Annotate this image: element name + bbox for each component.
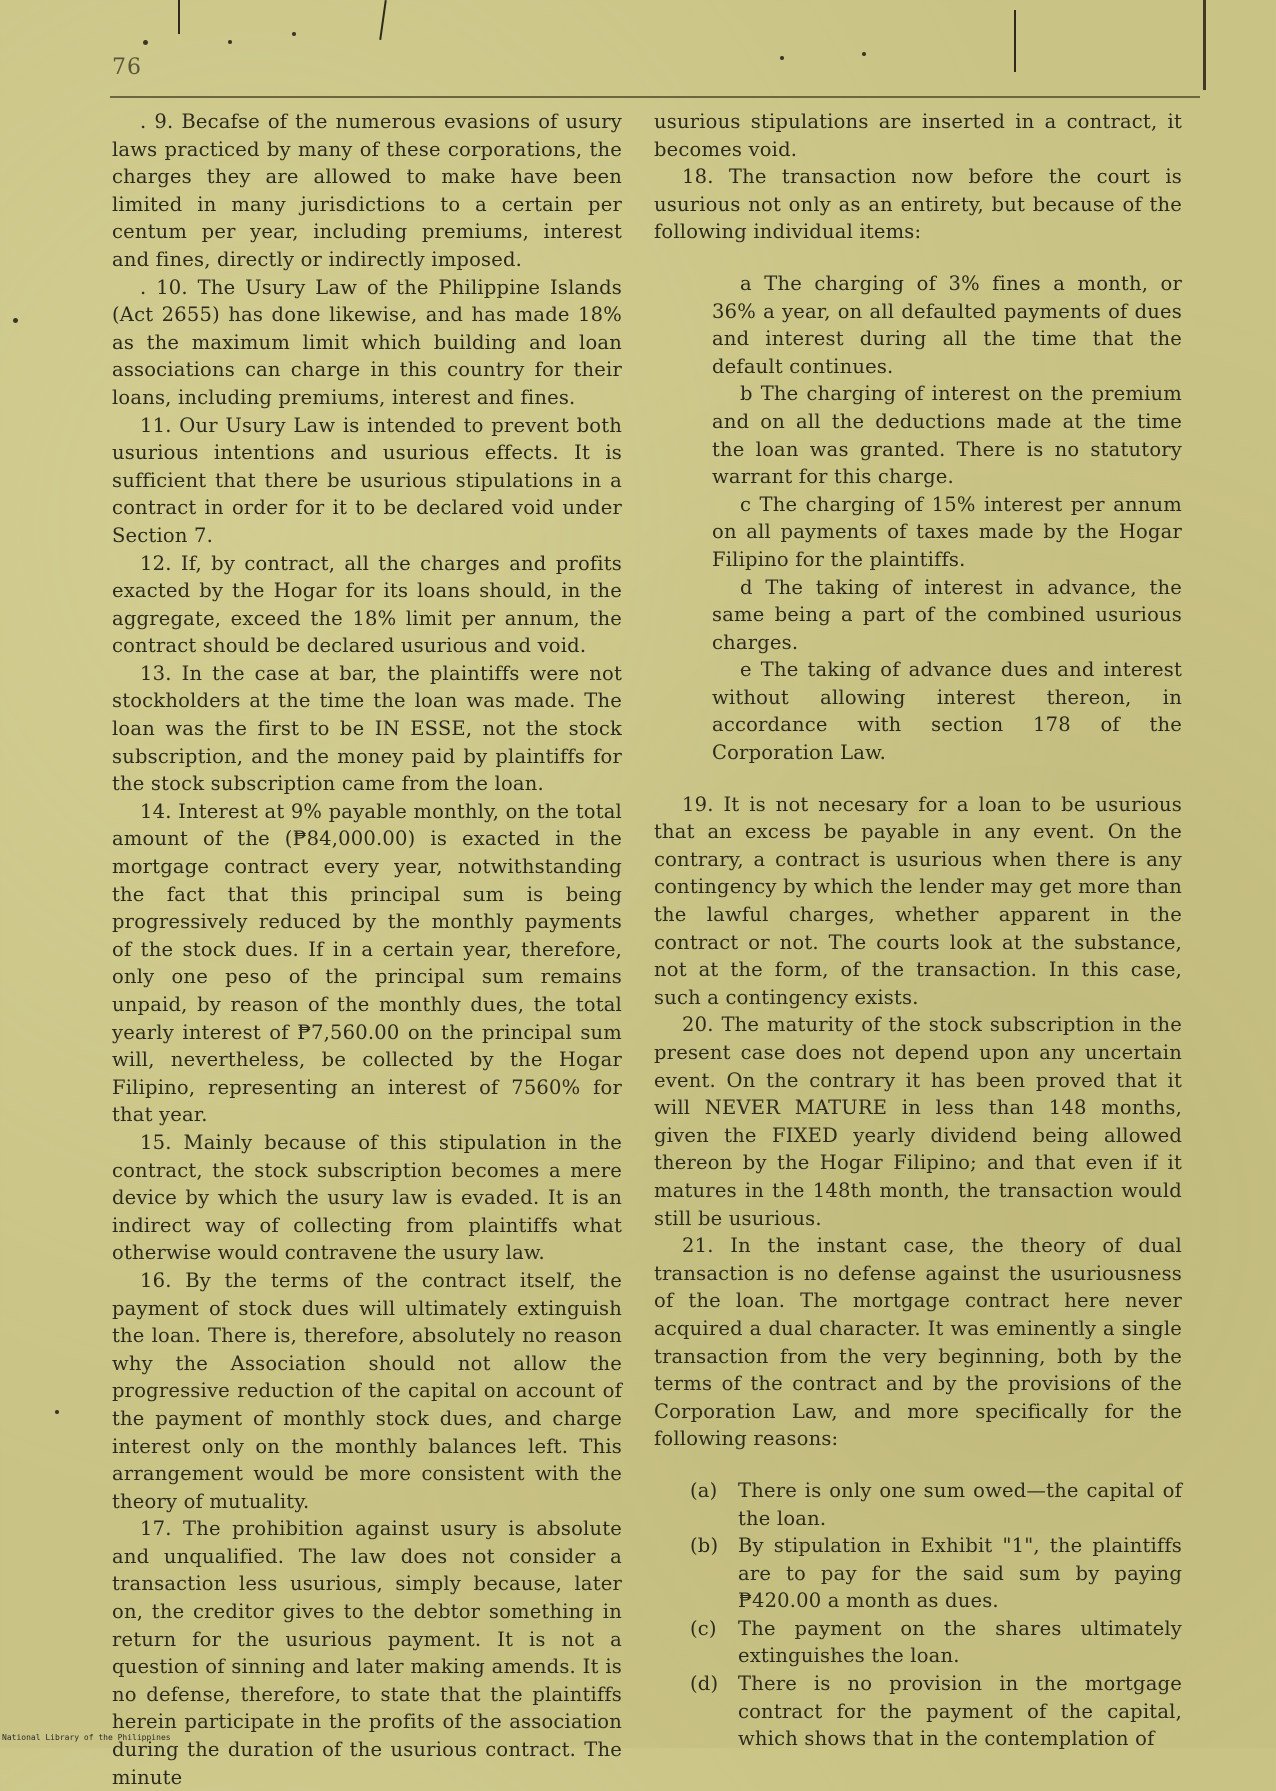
- paragraph-12: 12. If, by contract, all the charges and profits exacted by the Hogar for its loans should, in the aggregate, exceed the 18% limit per annum, the contract should be declared usurious and void.: [112, 551, 622, 658]
- ink-speck: [780, 56, 784, 60]
- reason-a: (a) There is only one sum owed—the capital of the loan.: [690, 1478, 1182, 1530]
- paragraph-16: 16. By the terms of the contract itself, the payment of stock dues will ultimately extinguish the loan. There is, therefore, absolutely no reason why the Association should not allow the progressive reduction of the capital on account of the payment of monthly stock dues, and charge interest only on the monthly balances left. This arrangement would be more consistent with the theory of mutuality.: [112, 1268, 622, 1513]
- item-c: c The charging of 15% interest per annum on all payments of taxes made by the Hogar Filipino for the plaintiffs.: [712, 492, 1182, 571]
- page-number: 76: [112, 55, 142, 80]
- paragraph-14: 14. Interest at 9% payable monthly, on the total amount of the (₱84,000.00) is exacted in the mortgage contract every year, notwithstanding the fact that this principal sum is being progressively reduced by the monthly payments of the stock dues. If in a certain year, therefore, only one peso of the principal sum remains unpaid, by reason of the monthly dues, the total yearly interest of ₱7,560.00 on the principal sum will, nevertheless, be collected by the Hogar Filipino, representing an interest of 7560% for that year.: [112, 799, 622, 1127]
- item-e: e The taking of advance dues and interest without allowing interest thereon, in accordance with section 178 of the Corporation Law.: [712, 658, 1183, 765]
- ink-speck: [228, 40, 232, 44]
- ink-speck: [55, 1410, 59, 1414]
- reason-b: (b) By stipulation in Exhibit "1", the plaintiffs are to pay for the said sum by paying ₱420.00 a month as dues.: [690, 1534, 1182, 1613]
- ink-speck: [13, 318, 18, 323]
- paragraph-15: 15. Mainly because of this stipulation in the contract, the stock subscription becomes a mere device by which the usury law is evaded. It is an indirect way of collecting from plaintiffs what otherwise would contravene the usury law.: [112, 1130, 623, 1265]
- item-b: b The charging of interest on the premium and on all the deductions made at the time the loan was granted. There is no statutory warrant for this charge.: [712, 382, 1182, 489]
- paragraph-10: . 10. The Usury Law of the Philippine Islands (Act 2655) has done likewise, and has made 18% as the maximum limit which building and loan associations can charge in this country for their loans, including premiums, interest and fines.: [112, 275, 622, 409]
- spacer: [654, 246, 1182, 270]
- paragraph-18: 18. The transaction now before the court is usurious not only as an entirety, but because of the following individual items:: [654, 165, 1182, 244]
- ink-mark: [379, 0, 387, 40]
- header-rule: [110, 96, 1200, 98]
- paragraph-21: 21. In the instant case, the theory of dual transaction is no defense against the usuriousness of the loan. The mortgage contract here never acquired a dual character. It was eminently a single transaction from the very beginning, both by the terms of the contract and by the provisions of the Corporation Law, and more specifically for the following reasons:: [654, 1234, 1182, 1451]
- left-column: [112, 108, 622, 1791]
- ink-speck: [292, 32, 296, 36]
- ink-mark: [1014, 10, 1016, 72]
- paragraph-20: 20. The maturity of the stock subscription in the present case does not depend upon any uncertain event. On the contrary it has been proved that it will NEVER MATURE in less than 148 months, given the FIXED yearly dividend being allowed thereon by the Hogar Filipino; and that even if it matures in the 148th month, the transaction would still be usurious.: [654, 1013, 1183, 1230]
- reason-c: (c) The payment on the shares ultimately extinguishes the loan.: [690, 1616, 1182, 1668]
- paragraph-9: . 9. Becafse of the numerous evasions of usury laws practiced by many of these corporations, the charges they are allowed to make have been limited in many jurisdictions to a certain per centum per year, including premiums, interest and fines, directly or indirectly imposed.: [112, 110, 622, 271]
- continuation-text: usurious stipulations are inserted in a contract, it becomes void.: [654, 110, 1182, 161]
- binding-edge-line: [1203, 0, 1206, 90]
- reason-d: (d) There is no provision in the mortgage contract for the payment of the capital, which shows that in the contemplation of: [690, 1672, 1182, 1751]
- paragraph-19: 19. It is not necesary for a loan to be usurious that an excess be payable in any event. On the contrary, a contract is usurious when there is any contingency by which the lender may get more than the lawful charges, whether apparent in the contract or not. The courts look at the substance, not at the form, of the transaction. In this case, such a contingency exists.: [654, 792, 1182, 1009]
- footer-credit: National Library of the Philippines: [2, 1733, 171, 1742]
- item-d: d The taking of interest in advance, the same being a part of the combined usurious charges.: [712, 575, 1182, 654]
- right-column: [654, 108, 1182, 1753]
- ink-mark: [178, 0, 180, 34]
- paragraph-11: 11. Our Usury Law is intended to prevent both usurious intentions and usurious effects. It is sufficient that there be usurious stipulations in a contract in order for it to be declared void under Section 7.: [112, 413, 623, 547]
- paragraph-13: 13. In the case at bar, the plaintiffs were not stockholders at the time the loan was made. The loan was the first to be IN ESSE, not the stock subscription, and the money paid by plaintiffs for the stock subscription came from the loan.: [112, 661, 623, 796]
- item-a: a The charging of 3% fines a month, or 36% a year, on all defaulted payments of dues and interest during all the time that the default continues.: [712, 271, 1183, 378]
- ink-speck: [143, 40, 148, 45]
- spacer: [654, 1453, 1182, 1477]
- spacer: [654, 767, 1182, 791]
- paragraph-17: 17. The prohibition against usury is absolute and unqualified. The law does not consider a transaction less usurious, simply because, later on, the creditor gives to the debtor something in return for the usurious payment. It is not a question of sinning and later making amends. It is no defense, therefore, to state that the plaintiffs herein participate in the profits of the association during the duration of the usurious contract. The minute: [112, 1517, 622, 1789]
- ink-speck: [862, 52, 866, 56]
